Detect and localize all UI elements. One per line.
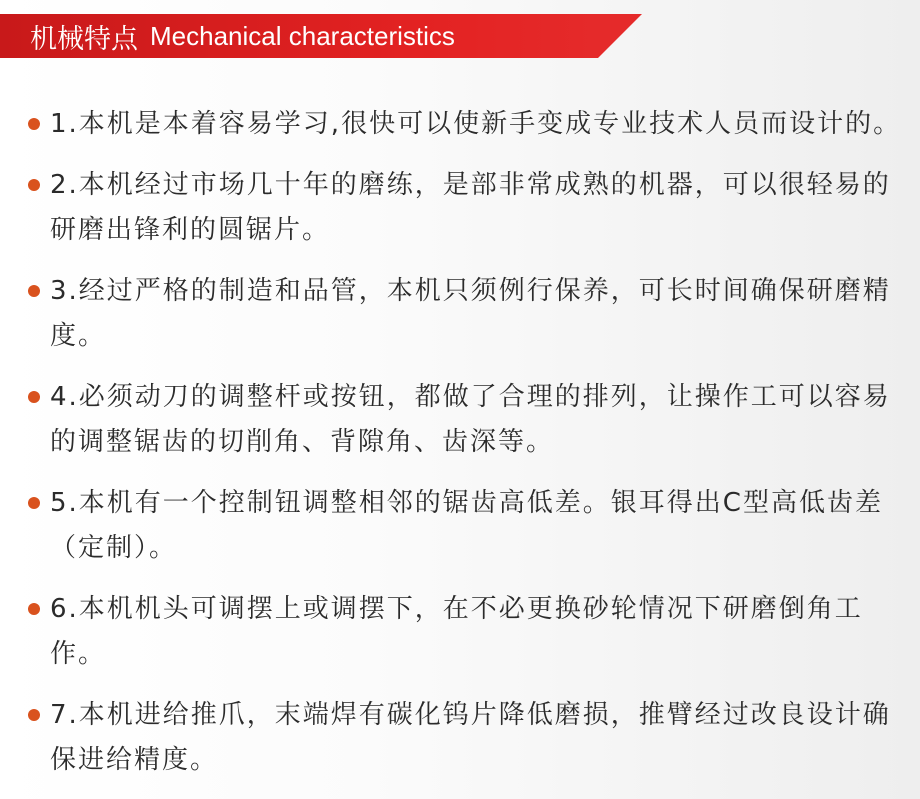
bullet-dot-icon bbox=[28, 285, 40, 297]
bullet-dot-icon bbox=[28, 709, 40, 721]
feature-item bbox=[28, 481, 912, 571]
feature-item bbox=[28, 587, 912, 677]
section-header-banner bbox=[0, 14, 598, 58]
bullet-dot-icon bbox=[28, 118, 40, 130]
feature-item bbox=[28, 375, 912, 465]
feature-text: 3.经过严格的制造和品管，本机只须例行保养，可长时间确保研磨精度。 bbox=[50, 276, 891, 351]
feature-text: 4.必须动刀的调整杆或按钮，都做了合理的排列，让操作工可以容易的调整锯齿的切削角、背隙角、齿深等。 bbox=[50, 382, 891, 457]
feature-text: 1.本机是本着容易学习,很快可以使新手变成专业技术人员而设计的。 bbox=[50, 109, 902, 139]
bullet-dot-icon bbox=[28, 603, 40, 615]
section-title-zh: 机械特点 bbox=[30, 23, 138, 55]
feature-item bbox=[28, 102, 912, 147]
section-title-en: Mechanical characteristics bbox=[150, 20, 455, 51]
feature-text: 7.本机进给推爪，末端焊有碳化钨片降低磨损，推臂经过改良设计确保进给精度。 bbox=[50, 700, 891, 775]
bullet-dot-icon bbox=[28, 179, 40, 191]
feature-text: 2.本机经过市场几十年的磨练，是部非常成熟的机器，可以很轻易的研磨出锋利的圆锯片。 bbox=[50, 170, 891, 245]
feature-item bbox=[28, 693, 912, 783]
bullet-dot-icon bbox=[28, 497, 40, 509]
feature-text: 5.本机有一个控制钮调整相邻的锯齿高低差。银耳得出C型高低齿差（定制）。 bbox=[50, 488, 883, 563]
feature-list bbox=[28, 102, 912, 799]
feature-item bbox=[28, 269, 912, 359]
banner-tail-decoration bbox=[598, 14, 642, 58]
bullet-dot-icon bbox=[28, 391, 40, 403]
feature-text: 6.本机机头可调摆上或调摆下，在不必更换砂轮情况下研磨倒角工作。 bbox=[50, 594, 863, 669]
feature-item bbox=[28, 163, 912, 253]
